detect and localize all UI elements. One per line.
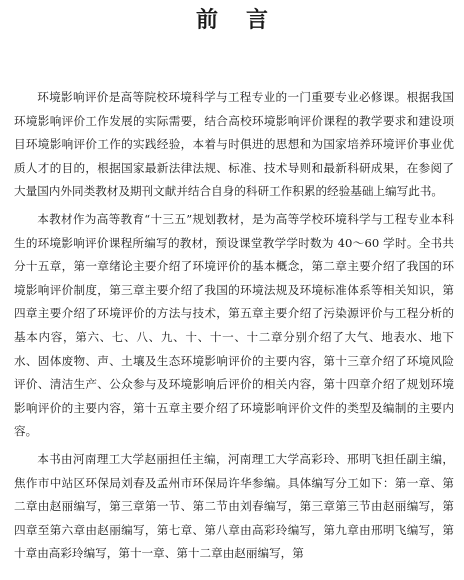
document-body [14,86,454,570]
paragraph-1: 环境影响评价是高等院校环境科学与工程专业的一门重要专业必修课。根据我国环境影响评价工作发展的实际需要，结合高校环境影响评价课程的教学要求和建设项目环境影响评价工作的实践经验，本着与时俱进的思想和为国家培养环境评价事业优质人才的目的，根据国家最新法律法规、标准、技术导则和最新科研成果，在参阅了大量国内外同类教材及期刊文献并结合自身的科研工作积累的经验基础上编写此书。 [14,90,454,199]
page-title: 前言 [195,8,296,33]
paragraph-2: 本教材作为高等教育“十三五”规划教材，是为高等学校环境科学与工程专业本科生的环境影响评价课程所编写的教材，预设课堂教学学时数为 40～60 学时。全书共分十五章，第一章绪论主要介绍了环境评价的基本概念，第二章主要介绍了我国的环境影响评价制度，第三章主要介绍了我国的环境法规及环境标准体系等相关知识，第四章主要介绍了环境评价的方法与技术，第五章主要介绍了污染源评价与工程分析的基本内容，第六、七、八、九、十、十一、十二章分别介绍了大气、地表水、地下水、固体废物、声、土壤及生态环境影响评价的主要内容，第十三章介绍了环境风险评价、清洁生产、公众参与及环境影响后评价的相关内容，第十四章介绍了规划环境影响评价的主要内容，第十五章主要介绍了环境影响评价文件的类型及编制的主要内容。 [14,211,454,439]
paragraph-3: 本书由河南理工大学赵丽担任主编，河南理工大学高彩玲、邢明飞担任副主编，焦作市中站区环保局刘春及孟州市环保局许华参编。具体编写分工如下：第一章、第二章由赵丽编写，第三章第一节、第二节由刘春编写，第三章第三节由赵丽编写，第四章至第六章由赵丽编写，第七章、第八章由高彩玲编写，第九章由邢明飞编写，第十章由高彩玲编写，第十一章、第十二章由赵丽编写，第 [14,451,454,561]
